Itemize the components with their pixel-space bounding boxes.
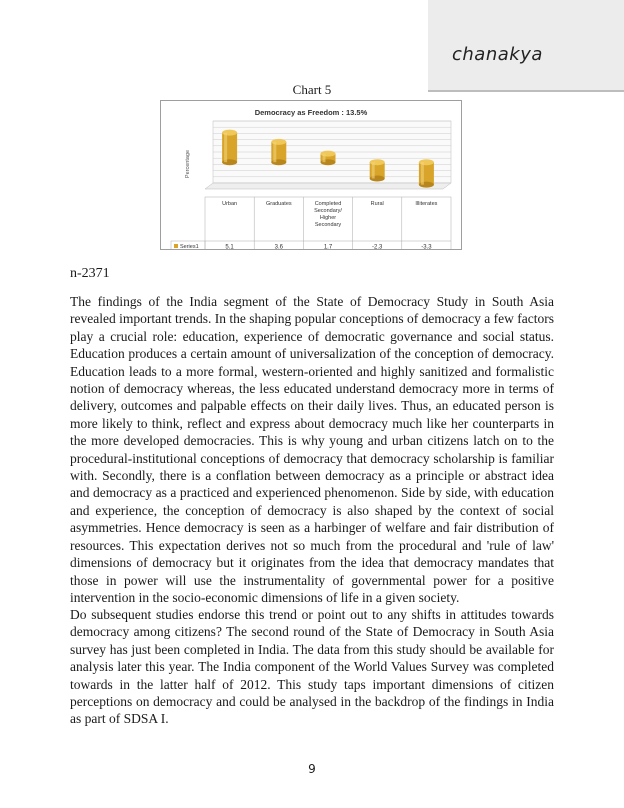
bar xyxy=(419,159,434,187)
bar xyxy=(271,139,286,165)
brand-logo: chanakya xyxy=(452,44,543,65)
value-label: -3.3 xyxy=(421,244,432,249)
legend-swatch xyxy=(174,244,178,248)
paragraph-1-text: The findings of the India segment of the State of Democracy Study in South Asia revealed important trends. In the shaping popular conceptions of democracy a few factors play a crucial role: education, experience of democratic governance and social status. Education produces a certain amount of universalization of the conception of democracy. Education leads to a more formal, western-oriented and highly sanitized and formalistic notion of democracy whereas, the less educated understand democracy more in terms of delivery, outcomes and palpable effects on their daily lives. Thus, an educated person is more likely to think, reflect and express about democracy much like her counterparts in the more developed democracies. This is why young and urban citizens latch on to the procedural-institutional conceptions of democracy that democracy scholarship is familiar with. Secondly, there is a conflation between democracy as a principle or abstract idea and democracy as a practiced and experienced phenomenon. Side by side, with education and experience, the conception of democracy is also shaped by the context of social asymmetries. Hence democracy is seen as a harbinger of welfare and fair distribution of resources. This expectation derives not so much from the procedural and 'rule of law' dimensions of democracy but it originates from the idea that democracy mandates that those in power will use the instrumentality of governmental power for a positive intervention in the socio-economic dimensions of life in a given society. xyxy=(70,294,554,605)
bar xyxy=(370,159,385,181)
bar-highlight xyxy=(224,133,227,163)
category-label: Rural xyxy=(370,201,384,207)
bar-highlight xyxy=(372,162,375,178)
bar-chart xyxy=(160,100,462,250)
chart-data-table xyxy=(171,197,451,249)
page-number: 9 xyxy=(308,762,316,776)
category-label: Completed Secondary/ Higher Secondary xyxy=(314,201,342,228)
value-label: 3.6 xyxy=(274,244,283,249)
paragraph-1 xyxy=(70,293,554,606)
chart-floor xyxy=(205,183,451,189)
bar xyxy=(321,151,336,166)
bar-highlight xyxy=(323,154,326,163)
bar-highlight xyxy=(421,162,424,184)
value-label: 5.1 xyxy=(225,244,234,249)
legend-series-name: Series1 xyxy=(180,244,199,249)
value-label: -2.3 xyxy=(372,244,383,249)
chart-title: Democracy as Freedom : 13.5% xyxy=(254,108,368,117)
paragraph-2 xyxy=(70,606,554,728)
paragraph-2-text: Do subsequent studies endorse this trend or point out to any shifts in attitudes towards democracy among citizens? The second round of the State of Democracy in South Asia survey has just been completed in India. The data from this study should be available for analysis later this year. The India component of the World Values Survey was completed towards in the latter half of 2012. This study taps important dimensions of citizen perceptions on democracy and could be analysed in the backdrop of the findings in India as part of SDSA I. xyxy=(70,607,554,727)
reference-code: n-2371 xyxy=(70,266,110,281)
category-label: Illiterates xyxy=(415,201,438,207)
chart-caption: Chart 5 xyxy=(292,82,332,97)
chart-svg xyxy=(161,101,461,249)
bar-highlight xyxy=(273,142,276,162)
category-label: Urban xyxy=(222,201,238,207)
y-axis-label: Percentage xyxy=(185,149,191,179)
category-label: Graduates xyxy=(265,201,292,207)
value-label: 1.7 xyxy=(323,244,333,249)
bar xyxy=(222,130,237,166)
